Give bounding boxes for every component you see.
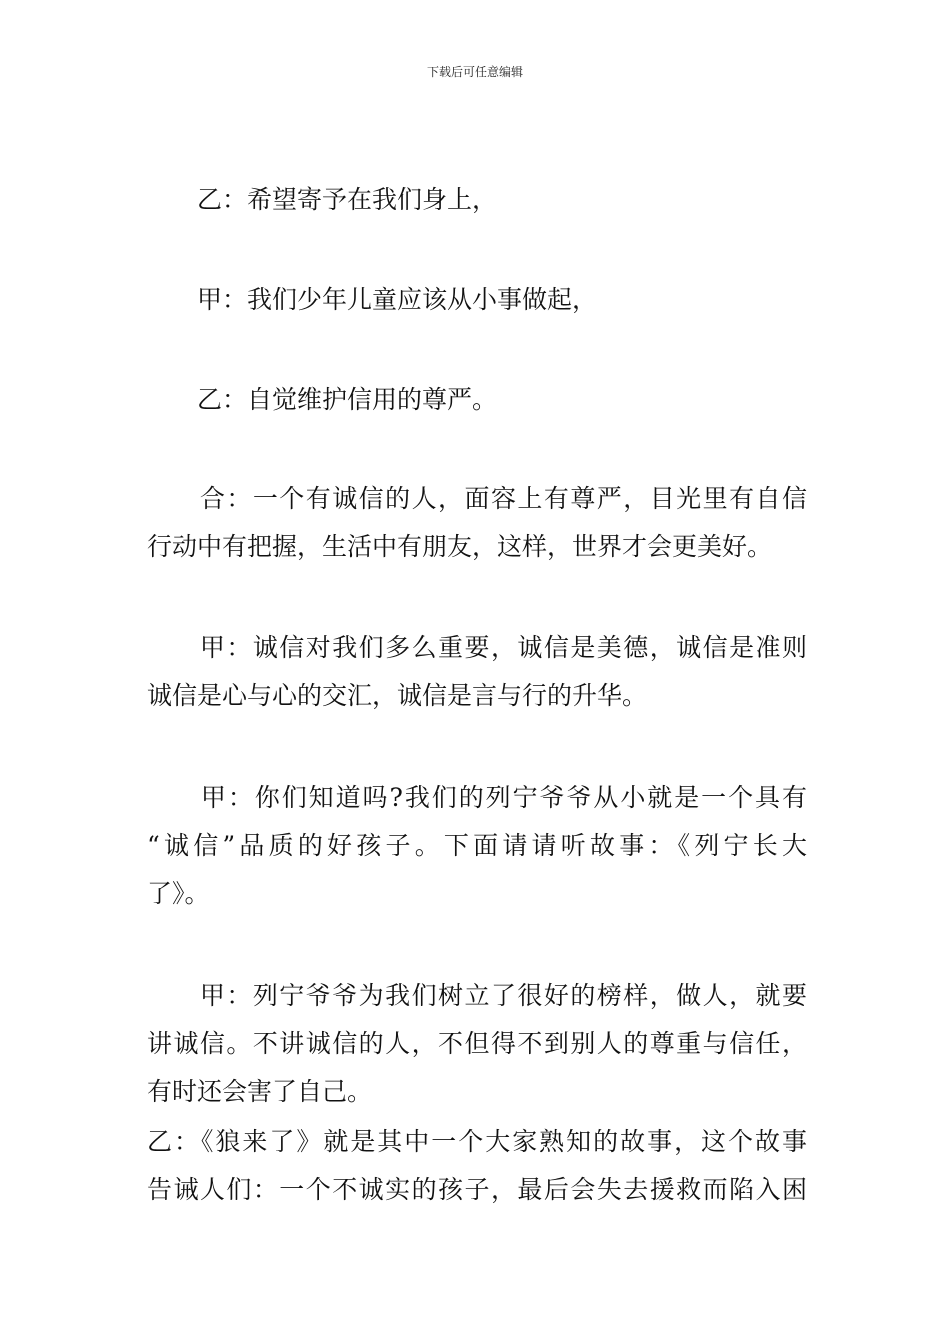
dialogue-paragraph-3: [147, 376, 807, 424]
paragraph-line: 了》。: [147, 879, 210, 908]
dialogue-paragraph-2: [147, 276, 807, 324]
paragraph-line: 乙：希望寄予在我们身上，: [147, 185, 498, 214]
paragraph-line: 乙：《狼来了》就是其中一个大家熟知的故事，这个故事: [147, 1127, 807, 1156]
paragraph-line: 合：一个有诚信的人，面容上有尊严，目光里有自信: [147, 484, 807, 513]
page-header-note: 下载后可任意编辑: [426, 65, 523, 79]
paragraph-line: 讲诚信。不讲诚信的人，不但得不到别人的尊重与信任，: [147, 1029, 807, 1058]
paragraph-line: 甲：列宁爷爷为我们树立了很好的榜样，做人，就要: [147, 981, 807, 1010]
dialogue-paragraph-8: [147, 1118, 807, 1214]
dialogue-paragraph-1: [147, 176, 807, 224]
paragraph-line: “诚信”品质的好孩子。下面请请听故事：《列宁长大: [147, 831, 807, 860]
paragraph-line: 有时还会害了自己。: [147, 1077, 373, 1106]
paragraph-line: 甲：你们知道吗?我们的列宁爷爷从小就是一个具有: [147, 783, 807, 812]
dialogue-paragraph-6: [147, 774, 807, 918]
paragraph-line: 甲：诚信对我们多么重要，诚信是美德，诚信是准则: [147, 633, 807, 662]
dialogue-paragraph-7: [147, 972, 807, 1116]
paragraph-line: 甲：我们少年儿童应该从小事做起，: [147, 285, 598, 314]
paragraph-line: 诚信是心与心的交汇，诚信是言与行的升华。: [147, 681, 648, 710]
paragraph-line: 行动中有把握，生活中有朋友，这样，世界才会更美好。: [147, 532, 773, 561]
dialogue-paragraph-5: [147, 624, 807, 720]
paragraph-line: 告诫人们：一个不诚实的孩子，最后会失去援救而陷入困: [147, 1175, 807, 1204]
dialogue-paragraph-4: [147, 475, 807, 571]
paragraph-line: 乙：自觉维护信用的尊严。: [147, 385, 498, 414]
